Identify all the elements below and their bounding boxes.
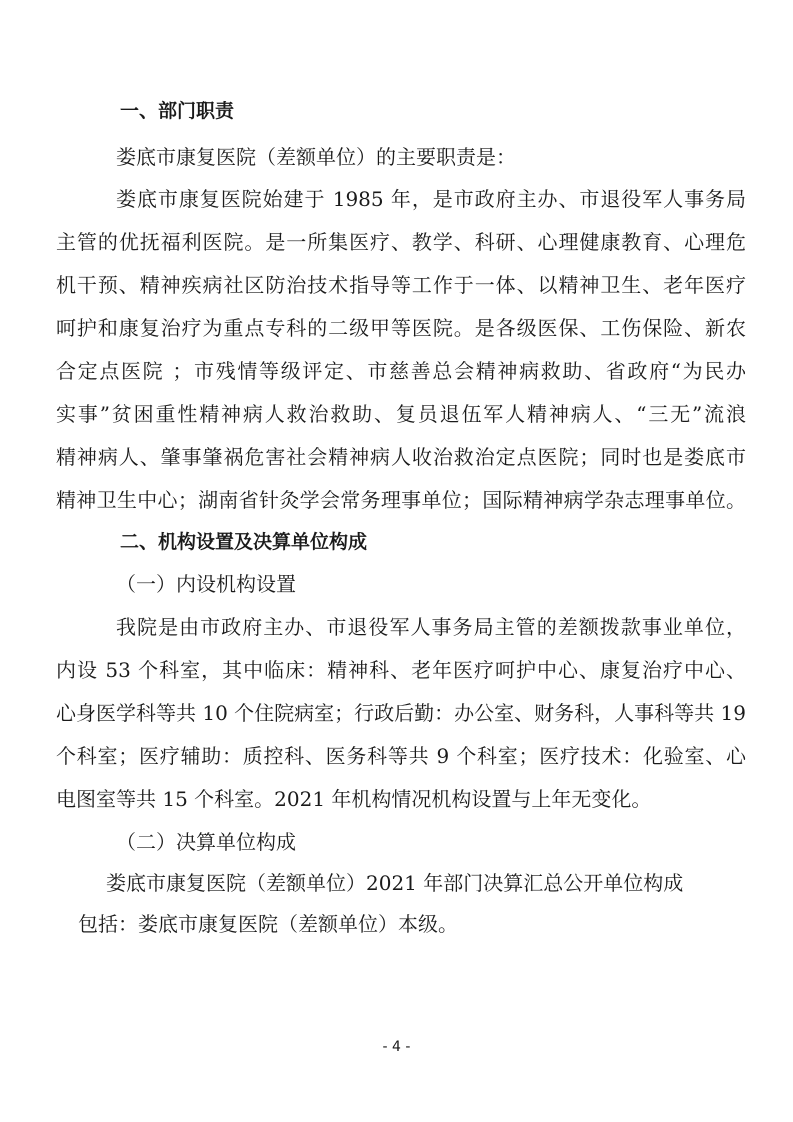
- paragraph-line: 电图室等共 15 个科室。2021 年机构情况机构设置与上年无变化。: [56, 787, 652, 811]
- section-heading-department-duties: 一、部门职责: [120, 100, 235, 122]
- section-heading-organization: 二、机构设置及决算单位构成: [120, 531, 368, 553]
- paragraph-line: 娄底市康复医院始建于 1985 年，是市政府主办、市退役军人事务局: [116, 187, 746, 211]
- duties-intro: 娄底市康复医院（差额单位）的主要职责是：: [116, 145, 516, 169]
- subsection-title-internal-structure: （一）内设机构设置: [116, 572, 296, 596]
- paragraph-line: 机干预、精神疾病社区防治技术指导等工作于一体、以精神卫生、老年医疗: [56, 273, 746, 297]
- paragraph-line: 我院是由市政府主办、市退役军人事务局主管的差额拨款事业单位，: [116, 615, 746, 639]
- paragraph-line: 心身医学科等共 10 个住院病室；行政后勤：办公室、财务科，人事科等共 19: [56, 701, 746, 725]
- paragraph-line: 内设 53 个科室，其中临床：精神科、老年医疗呵护中心、康复治疗中心、: [56, 658, 746, 682]
- paragraph-line: 呵护和康复治疗为重点专科的二级甲等医院。是各级医保、工伤保险、新农: [56, 316, 746, 340]
- paragraph-line: 合定点医院 ；市残情等级评定、市慈善总会精神病救助、省政府“为民办: [56, 359, 746, 383]
- subsection-title-budget-units: （二）决算单位构成: [116, 830, 296, 854]
- paragraph-line: 娄底市康复医院（差额单位）2021 年部门决算汇总公开单位构成: [106, 871, 684, 895]
- paragraph-line: 主管的优抚福利医院。是一所集医疗、教学、科研、心理健康教育、心理危: [56, 230, 746, 254]
- page-number: - 4 -: [382, 1039, 411, 1055]
- paragraph-line: 实事”贫困重性精神病人救治救助、复员退伍军人精神病人、“三无”流浪: [56, 402, 746, 426]
- paragraph-line: 个科室；医疗辅助：质控科、医务科等共 9 个科室；医疗技术：化验室、心: [56, 744, 746, 768]
- paragraph-line: 精神病人、肇事肇祸危害社会精神病人收治救治定点医院；同时也是娄底市: [56, 445, 746, 469]
- paragraph-line: 精神卫生中心；湖南省针灸学会常务理事单位；国际精神病学杂志理事单位。: [56, 488, 746, 512]
- paragraph-line: 包括：娄底市康复医院（差额单位）本级。: [78, 912, 458, 936]
